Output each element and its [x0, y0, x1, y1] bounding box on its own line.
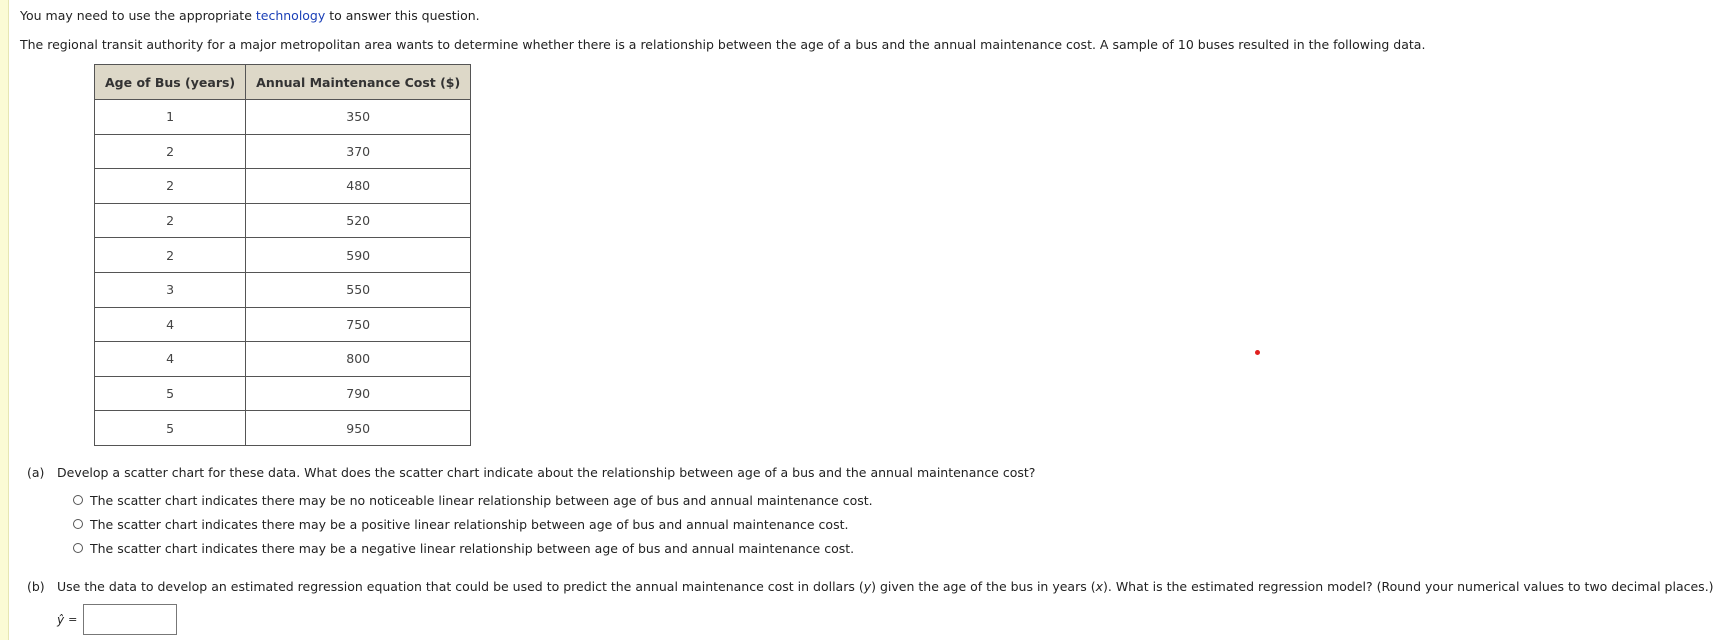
- var-x: x: [1095, 579, 1103, 594]
- table-row: [95, 342, 471, 377]
- regression-answer-input[interactable]: [83, 604, 177, 635]
- technology-note-suffix: to answer this question.: [325, 8, 480, 23]
- radio-button[interactable]: [73, 519, 83, 529]
- table-row: [95, 100, 471, 135]
- radio-button[interactable]: [73, 495, 83, 505]
- table-row: [95, 307, 471, 342]
- option-negative-relationship[interactable]: [73, 536, 873, 560]
- table-row: [95, 272, 471, 307]
- age-cell: 5: [95, 376, 246, 411]
- header-cost: Annual Maintenance Cost ($): [246, 65, 471, 100]
- part-a-question: [27, 465, 1035, 480]
- header-age: Age of Bus (years): [95, 65, 246, 100]
- part-b-text-3: ). What is the estimated regression model? (Round your numerical values to two decimal places.): [1103, 579, 1714, 594]
- age-cell: 1: [95, 100, 246, 135]
- technology-link[interactable]: technology: [255, 8, 326, 23]
- cost-cell: 520: [246, 203, 471, 238]
- part-b-question: [27, 579, 1714, 594]
- cost-cell: 590: [246, 238, 471, 273]
- option-label: The scatter chart indicates there may be a negative linear relationship between age of bus and annual maintenance cost.: [90, 540, 855, 556]
- table-row: [95, 134, 471, 169]
- cost-cell: 550: [246, 272, 471, 307]
- cost-cell: 750: [246, 307, 471, 342]
- age-cell: 2: [95, 169, 246, 204]
- age-cell: 5: [95, 411, 246, 446]
- equals-sign: =: [68, 613, 78, 626]
- table-row: [95, 203, 471, 238]
- data-table: [94, 64, 471, 446]
- radio-button[interactable]: [73, 543, 83, 553]
- cost-cell: 950: [246, 411, 471, 446]
- technology-note-prefix: You may need to use the appropriate: [20, 8, 256, 23]
- option-no-relationship[interactable]: [73, 488, 873, 512]
- table-row: [95, 376, 471, 411]
- var-y: y: [863, 579, 872, 594]
- technology-note: [20, 8, 480, 23]
- table-row: [95, 238, 471, 273]
- part-a-options: [73, 488, 873, 560]
- part-b-label: (b): [27, 579, 45, 594]
- table-row: [95, 411, 471, 446]
- cost-cell: 350: [246, 100, 471, 135]
- part-a-text: Develop a scatter chart for these data. What does the scatter chart indicate about the relationship between age of a bus and the annual maintenance cost?: [57, 465, 1036, 480]
- age-cell: 2: [95, 238, 246, 273]
- table-row: [95, 169, 471, 204]
- left-margin-bar: [0, 0, 9, 640]
- part-a-label: (a): [27, 465, 45, 480]
- cost-cell: 790: [246, 376, 471, 411]
- option-label: The scatter chart indicates there may be a positive linear relationship between age of bus and annual maintenance cost.: [90, 516, 849, 532]
- age-cell: 4: [95, 307, 246, 342]
- problem-text: The regional transit authority for a major metropolitan area wants to determine whether there is a relationship between the age of a bus and the annual maintenance cost. A sample of 10 buses resulted in the following data.: [20, 37, 1426, 52]
- cost-cell: 480: [246, 169, 471, 204]
- regression-answer-row: [57, 604, 177, 635]
- y-hat-symbol: ŷ: [57, 612, 65, 627]
- age-cell: 3: [95, 272, 246, 307]
- age-cell: 2: [95, 203, 246, 238]
- option-label: The scatter chart indicates there may be no noticeable linear relationship between age of bus and annual maintenance cost.: [90, 492, 873, 508]
- part-b-text-2: ) given the age of the bus in years (: [871, 579, 1096, 594]
- cost-cell: 800: [246, 342, 471, 377]
- red-marker-dot: [1255, 350, 1260, 355]
- age-cell: 2: [95, 134, 246, 169]
- cost-cell: 370: [246, 134, 471, 169]
- age-cell: 4: [95, 342, 246, 377]
- option-positive-relationship[interactable]: [73, 512, 873, 536]
- part-b-text-1: Use the data to develop an estimated regression equation that could be used to predict the annual maintenance cost in dollars (: [57, 579, 864, 594]
- table-header-row: [95, 65, 471, 100]
